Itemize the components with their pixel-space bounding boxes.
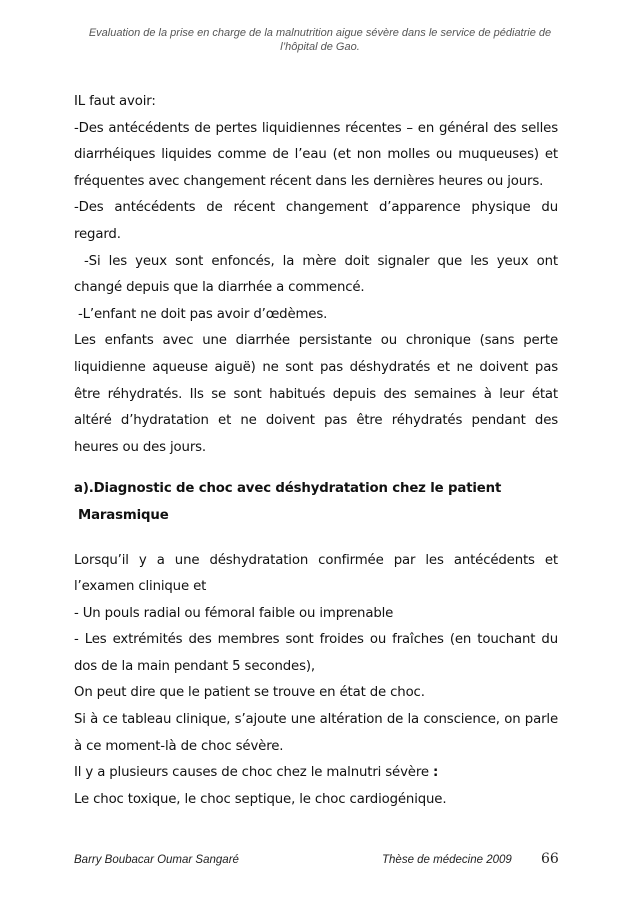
section-heading-line-1: a).Diagnostic de choc avec déshydratation chez le patient — [74, 481, 502, 497]
spacer — [74, 530, 558, 548]
paragraph-shock-state: On peut dire que le patient se trouve en état de choc. — [74, 685, 425, 701]
paragraph-shock-types: Le choc toxique, le choc septique, le choc cardiogénique. — [74, 791, 447, 807]
running-header — [70, 26, 570, 54]
header-line-2: l’hôpital de Gao. — [280, 41, 360, 53]
paragraph-severe-shock: Si à ce tableau clinique, s’ajoute une altération de la conscience, on parle à ce moment-là de choc sévère. — [74, 712, 558, 754]
paragraph-sunken-eyes: -Si les yeux sont enfoncés, la mère doit signaler que les yeux ont changé depuis que la diarrhée a commencé. — [74, 253, 558, 296]
paragraph-weak-pulse: - Un pouls radial ou fémoral faible ou imprenable — [74, 605, 394, 621]
footer-author: Barry Boubacar Oumar Sangaré — [74, 854, 239, 866]
footer-thesis: Thèse de médecine 2009 — [382, 854, 512, 866]
paragraph-cold-extremities: - Les extrémités des membres sont froides ou fraîches (en touchant du dos de la main pendant 5 secondes), — [74, 632, 558, 674]
shock-causes-text: Il y a plusieurs causes de choc chez le malnutri sévère — [74, 765, 433, 781]
section-heading-line-2: Marasmique — [78, 507, 169, 523]
paragraph-history-fluid-loss: -Des antécédents de pertes liquidiennes récentes – en général des selles diarrhéiques liquides comme de l’eau (et non molles ou muqueuses) et fréquentes avec changement récent dans les dernières heures ou jours. — [74, 120, 558, 189]
paragraph-shock-causes — [74, 760, 558, 787]
paragraph-history-eyes: -Des antécédents de récent changement d’apparence physique du regard. — [74, 200, 558, 242]
header-line-1: Evaluation de la prise en charge de la malnutrition aigue sévère dans le service de pédiatrie de — [88, 27, 552, 39]
paragraph-no-oedema: -L’enfant ne doit pas avoir d’œdèmes. — [78, 306, 328, 322]
page-body — [74, 89, 558, 813]
paragraph-intro: IL faut avoir: — [74, 94, 156, 109]
paragraph-chronic-diarrhea: Les enfants avec une diarrhée persistante ou chronique (sans perte liquidienne aqueuse aiguë) ne sont pas déshydratés et ne doivent pas être réhydratés. Ils se sont habitués depuis des semaines à leur état altéré d’hydratation et ne doivent pas être réhydratés pendant des heures ou des jours. — [74, 333, 558, 455]
paragraph-confirmed-dehydration: Lorsqu’il y a une déshydratation confirmée par les antécédents et l’examen clinique et — [74, 552, 558, 595]
shock-causes-colon: : — [432, 765, 439, 781]
page-number: 66 — [541, 851, 559, 867]
section-heading — [74, 476, 558, 529]
